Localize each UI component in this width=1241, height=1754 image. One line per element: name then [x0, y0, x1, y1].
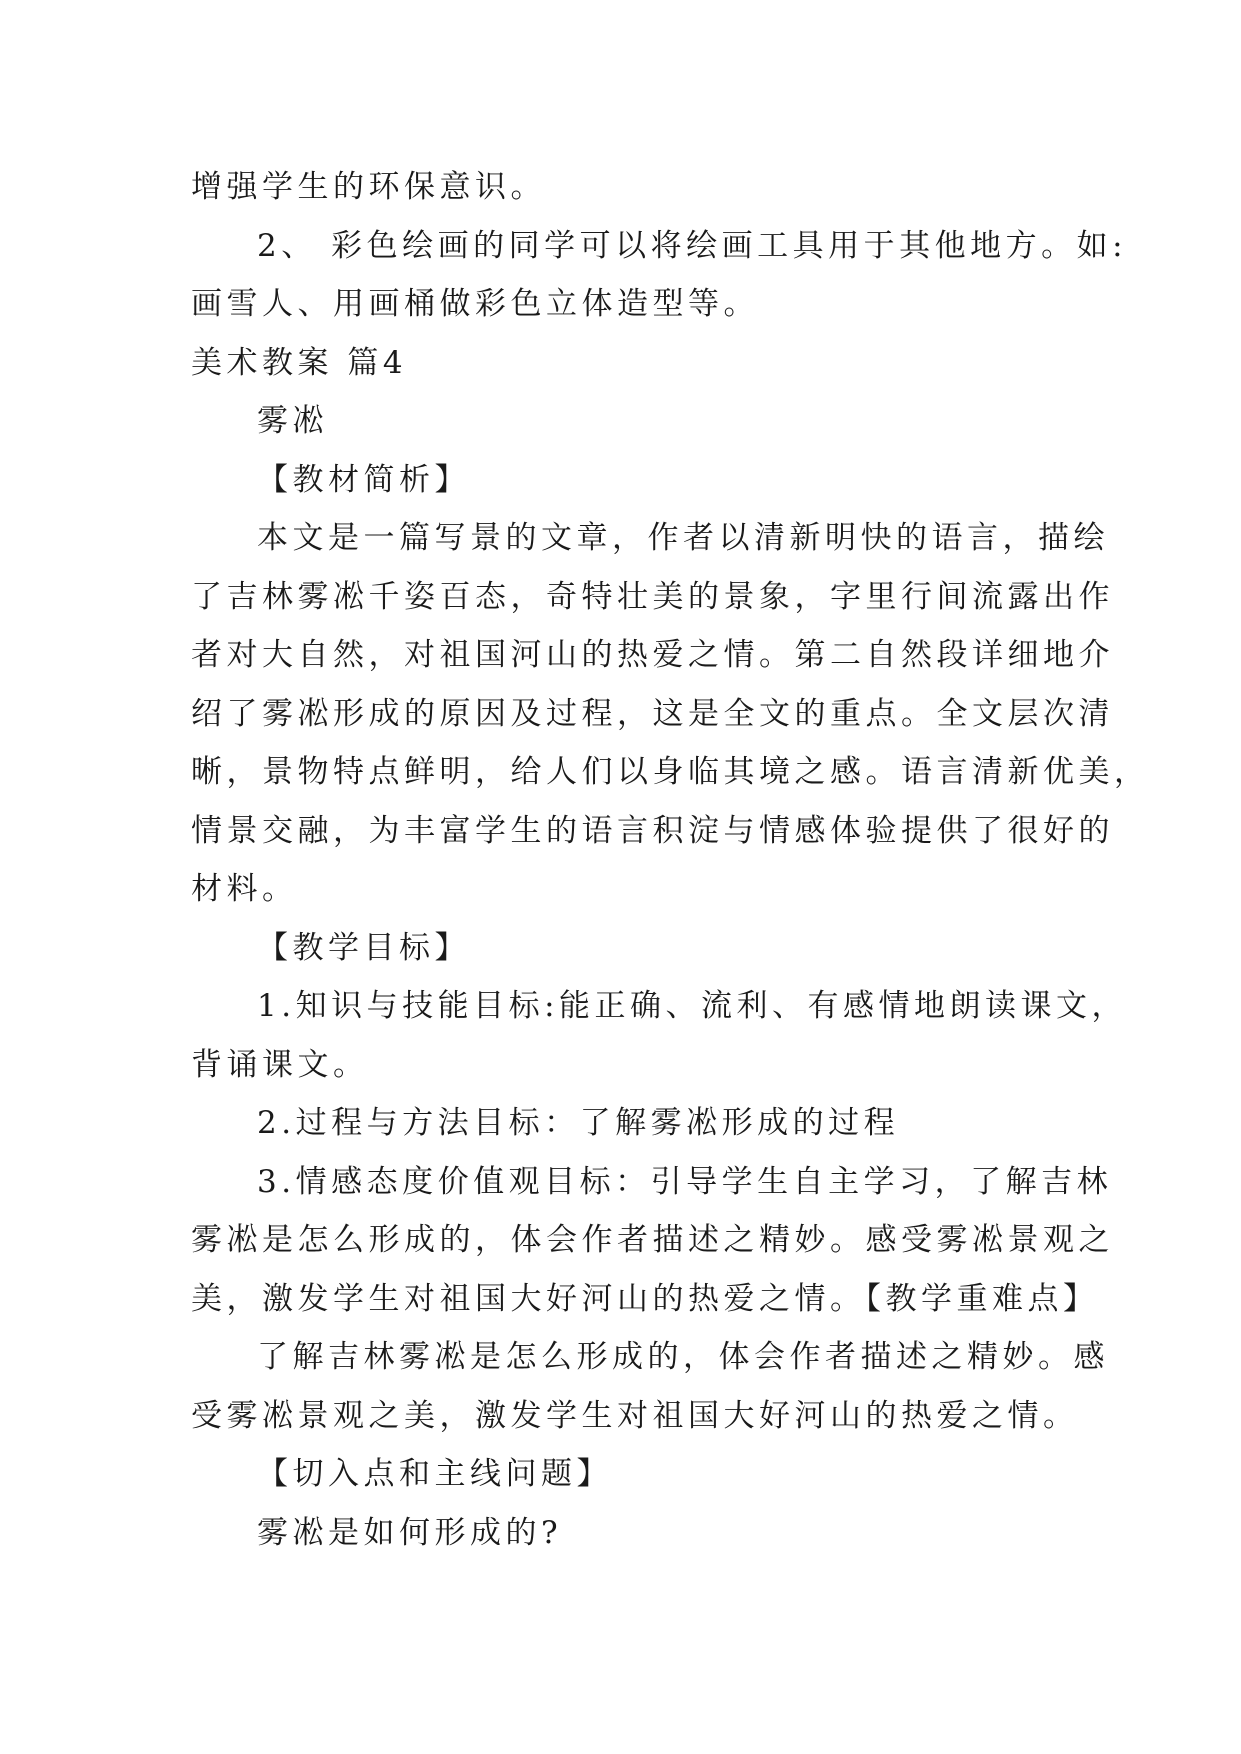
lesson-title: 雾凇: [257, 403, 328, 439]
paragraph-line: 材料。: [191, 871, 298, 907]
section-label: 【教学目标】: [257, 929, 470, 966]
paragraph-line: 3.情感态度价值观目标：引导学生自主学习，了解吉林: [257, 1163, 1113, 1200]
paragraph-line: 增强学生的环保意识。: [191, 169, 546, 205]
paragraph-line: 晰，景物特点鲜明，给人们以身临其境之感。语言清新优美，: [191, 754, 1150, 790]
section-label: 【切入点和主线问题】: [257, 1456, 612, 1492]
section-heading: 美术教案 篇4: [191, 344, 408, 381]
paragraph-line: 情景交融，为丰富学生的语言积淀与情感体验提供了很好的: [191, 812, 1114, 849]
section-label: 【教材简析】: [257, 461, 470, 498]
paragraph-line: 了吉林雾凇千姿百态，奇特壮美的景象，字里行间流露出作: [191, 578, 1114, 615]
paragraph-line: 绍了雾凇形成的原因及过程，这是全文的重点。全文层次清: [191, 695, 1114, 732]
paragraph-line: 者对大自然，对祖国河山的热爱之情。第二自然段详细地介: [191, 637, 1114, 673]
paragraph-line: 背诵课文。: [191, 1046, 369, 1083]
paragraph-line: 2.过程与方法目标：了解雾凇形成的过程: [257, 1105, 900, 1141]
paragraph-line: 画雪人、用画桶做彩色立体造型等。: [191, 286, 759, 322]
paragraph-line: 2、 彩色绘画的同学可以将绘画工具用于其他地方。如:: [257, 227, 1128, 264]
document-body: [191, 158, 1150, 1562]
paragraph-line: 了解吉林雾凇是怎么形成的，体会作者描述之精妙。感: [257, 1339, 1109, 1375]
paragraph-line: 受雾凇景观之美，激发学生对祖国大好河山的热爱之情。: [191, 1397, 1079, 1434]
paragraph-line: 雾凇是怎么形成的，体会作者描述之精妙。感受雾凇景观之: [191, 1222, 1114, 1258]
paragraph-line: 美，激发学生对祖国大好河山的热爱之情。【教学重难点】: [191, 1280, 1099, 1317]
paragraph-line: 本文是一篇写景的文章，作者以清新明快的语言，描绘: [257, 520, 1109, 556]
paragraph-line: 1.知识与技能目标:能正确、流利、有感情地朗读课文，: [257, 988, 1128, 1024]
paragraph-line: 雾凇是如何形成的?: [257, 1514, 563, 1551]
